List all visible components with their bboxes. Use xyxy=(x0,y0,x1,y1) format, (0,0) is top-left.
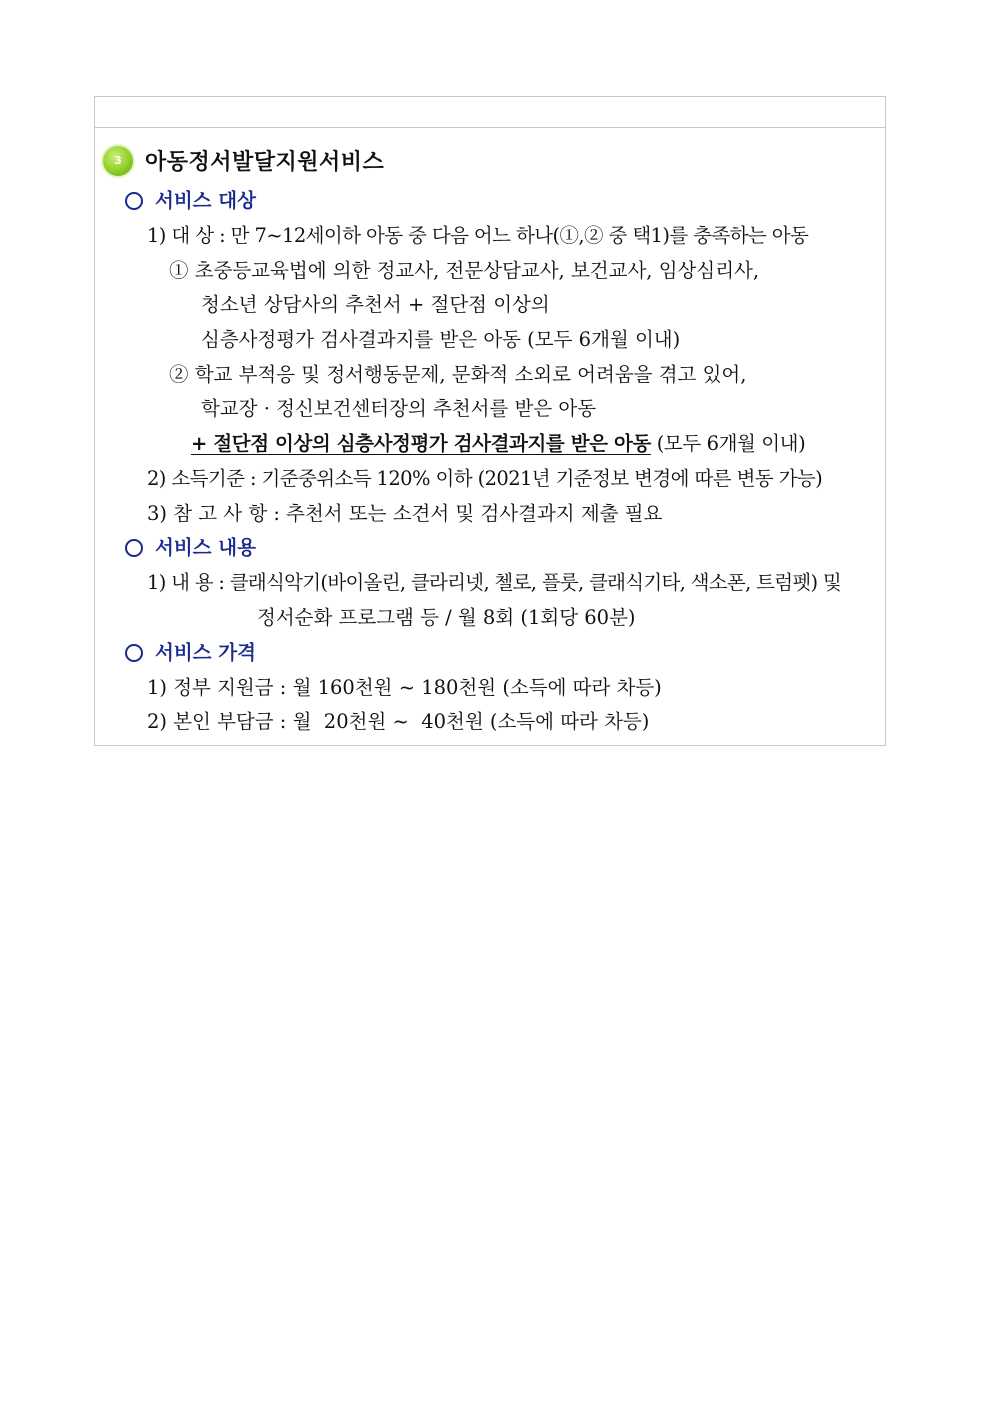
target-sub1-line3: 심층사정평가 검사결과지를 받은 아동 (모두 6개월 이내) xyxy=(201,328,681,351)
circle-bullet-icon xyxy=(125,539,143,557)
circle-bullet-icon xyxy=(125,192,143,210)
service-info-box xyxy=(94,96,886,746)
price-item-1: 1) 정부 지원금 : 월 160천원 ~ 180천원 (소득에 따라 차등) xyxy=(147,676,662,699)
target-sub2-line3 xyxy=(191,431,805,457)
price-heading xyxy=(125,640,256,666)
target-sub2-line3-emphasis: + 절단점 이상의 심층사정평가 검사결과지를 받은 아동 xyxy=(191,432,651,455)
target-heading xyxy=(125,188,256,214)
content-item-1-line2: 정서순화 프로그램 등 / 월 8회 (1회당 60분) xyxy=(257,606,636,629)
circle-bullet-icon xyxy=(125,644,143,662)
content-heading-text: 서비스 내용 xyxy=(155,536,256,559)
section-title: 아동정서발달지원서비스 xyxy=(145,150,385,175)
target-item-1: 1) 대 상 : 만 7~12세이하 아동 중 다음 어느 하나(①,② 중 택1)를 충족하는 아동 xyxy=(147,224,809,247)
section-title-row xyxy=(103,145,384,176)
target-sub2-line3-rest: (모두 6개월 이내) xyxy=(650,432,806,455)
price-item-2: 2) 본인 부담금 : 월 20천원 ~ 40천원 (소득에 따라 차등) xyxy=(147,710,650,733)
target-item-3: 3) 참 고 사 항 : 추천서 또는 소견서 및 검사결과지 제출 필요 xyxy=(147,502,663,525)
price-heading-text: 서비스 가격 xyxy=(155,641,256,664)
target-item-2: 2) 소득기준 : 기준중위소득 120% 이하 (2021년 기준정보 변경에 따른 변동 가능) xyxy=(147,467,823,490)
section-number-badge: 3 xyxy=(103,146,133,176)
target-sub1-line2: 청소년 상담사의 추천서 + 절단점 이상의 xyxy=(201,293,550,316)
target-heading-text: 서비스 대상 xyxy=(155,189,256,212)
target-sub2-line2: 학교장 · 정신보건센터장의 추천서를 받은 아동 xyxy=(201,397,597,420)
content-heading xyxy=(125,535,256,561)
target-sub1-line1: ① 초중등교육법에 의한 정교사, 전문상담교사, 보건교사, 임상심리사, xyxy=(169,259,760,282)
target-sub2-line1: ② 학교 부적응 및 정서행동문제, 문화적 소외로 어려움을 겪고 있어, xyxy=(169,363,747,386)
box-divider xyxy=(95,127,885,128)
content-item-1-line1: 1) 내 용 : 클래식악기(바이올린, 클라리넷, 첼로, 플룻, 클래식기타, 색소폰, 트럼펫) 및 xyxy=(147,571,842,594)
